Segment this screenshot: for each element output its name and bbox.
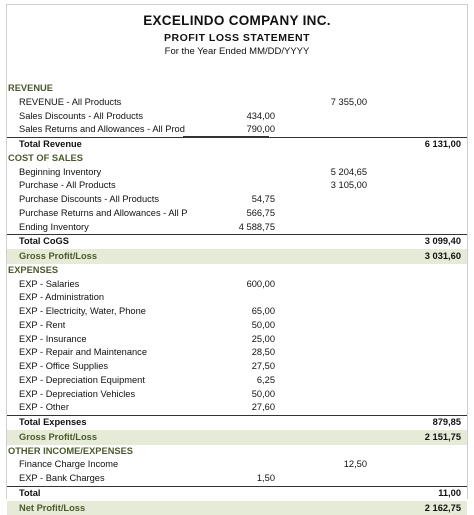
line-item [7,458,467,472]
detail-amount: 6,25 [257,374,275,388]
row-label: EXP - Office Supplies [19,360,108,374]
total-amount: 879,85 [433,416,461,430]
detail-amount: 790,00 [247,123,275,137]
detail-amount: 27,50 [252,360,275,374]
statement-period: For the Year Ended MM/DD/YYYY [7,46,467,60]
row-label: EXP - Depreciation Equipment [19,374,145,388]
line-item [7,291,467,305]
detail-amount: 27,60 [252,401,275,415]
row-label: EXPENSES [8,264,58,278]
subtotal-amount: 7 355,00 [331,96,367,110]
statement-header [7,5,467,60]
row-label: Gross Profit/Loss [19,431,97,445]
line-item [7,278,467,292]
gross-profit-row [7,249,467,264]
detail-amount: 4 588,75 [239,221,275,235]
detail-amount: 566,75 [247,207,275,221]
row-label: Total CoGS [19,235,69,249]
row-label: OTHER INCOME/EXPENSES [8,445,133,459]
total-amount: 11,00 [438,487,461,501]
row-label: COST OF SALES [8,152,83,166]
subtotal-amount: 12,50 [344,458,367,472]
line-item [7,305,467,319]
row-label: Gross Profit/Loss [19,250,97,264]
line-item [7,193,467,207]
detail-amount: 54,75 [252,193,275,207]
gross-profit-row [7,430,467,445]
total-amount: 6 131,00 [425,138,461,152]
company-name: EXCELINDO COMPANY INC. [7,5,467,32]
line-item [7,207,467,221]
row-label: EXP - Other [19,401,69,415]
line-item [7,374,467,388]
row-label: Sales Discounts - All Products [19,110,143,124]
row-label: Net Profit/Loss [19,502,85,515]
row-label: EXP - Depreciation Vehicles [19,388,135,402]
detail-amount: 434,00 [247,110,275,124]
row-label: REVENUE - All Products [19,96,121,110]
row-label: Sales Returns and Allowances - All Prod [19,123,185,137]
section-header [7,445,467,459]
line-item [7,221,467,235]
row-label: Total Revenue [19,138,82,152]
detail-amount: 25,00 [252,333,275,347]
row-label: Purchase Discounts - All Products [19,193,159,207]
line-item [7,179,467,193]
statement-rows [7,82,467,515]
total-amount: 2 151,75 [425,431,461,445]
total-amount: 3 099,40 [425,235,461,249]
line-item [7,123,467,137]
detail-amount: 28,50 [252,346,275,360]
row-label: EXP - Insurance [19,333,87,347]
line-item [7,319,467,333]
line-item [7,333,467,347]
detail-amount: 600,00 [247,278,275,292]
section-header [7,264,467,278]
line-item [7,401,467,415]
row-label: Finance Charge Income [19,458,118,472]
total-row [7,234,467,249]
line-item [7,388,467,402]
section-header [7,152,467,166]
subtotal-amount: 3 105,00 [331,179,367,193]
line-item [7,472,467,486]
row-label: EXP - Electricity, Water, Phone [19,305,146,319]
detail-amount: 50,00 [252,388,275,402]
row-label: EXP - Administration [19,291,104,305]
total-row [7,137,467,152]
total-amount: 3 031,60 [425,250,461,264]
line-item [7,96,467,110]
row-label: Total [19,487,41,501]
row-label: Beginning Inventory [19,166,101,180]
row-label: Ending Inventory [19,221,89,235]
detail-amount: 1,50 [257,472,275,486]
detail-amount: 50,00 [252,319,275,333]
detail-amount: 65,00 [252,305,275,319]
profit-loss-statement [6,4,468,499]
total-row [7,486,467,501]
row-label: EXP - Salaries [19,278,79,292]
row-label: EXP - Rent [19,319,65,333]
line-item [7,360,467,374]
header-spacer [7,60,467,82]
row-label: EXP - Repair and Maintenance [19,346,147,360]
row-label: REVENUE [8,82,53,96]
statement-title: PROFIT LOSS STATEMENT [7,32,467,46]
total-amount: 2 162,75 [425,502,461,515]
subtotal-amount: 5 204,65 [331,166,367,180]
row-label: EXP - Bank Charges [19,472,105,486]
total-row [7,415,467,430]
section-header [7,82,467,96]
row-label: Total Expenses [19,416,87,430]
row-label: Purchase - All Products [19,179,116,193]
line-item [7,166,467,180]
line-item [7,346,467,360]
row-label: Purchase Returns and Allowances - All P [19,207,187,221]
line-item [7,110,467,124]
